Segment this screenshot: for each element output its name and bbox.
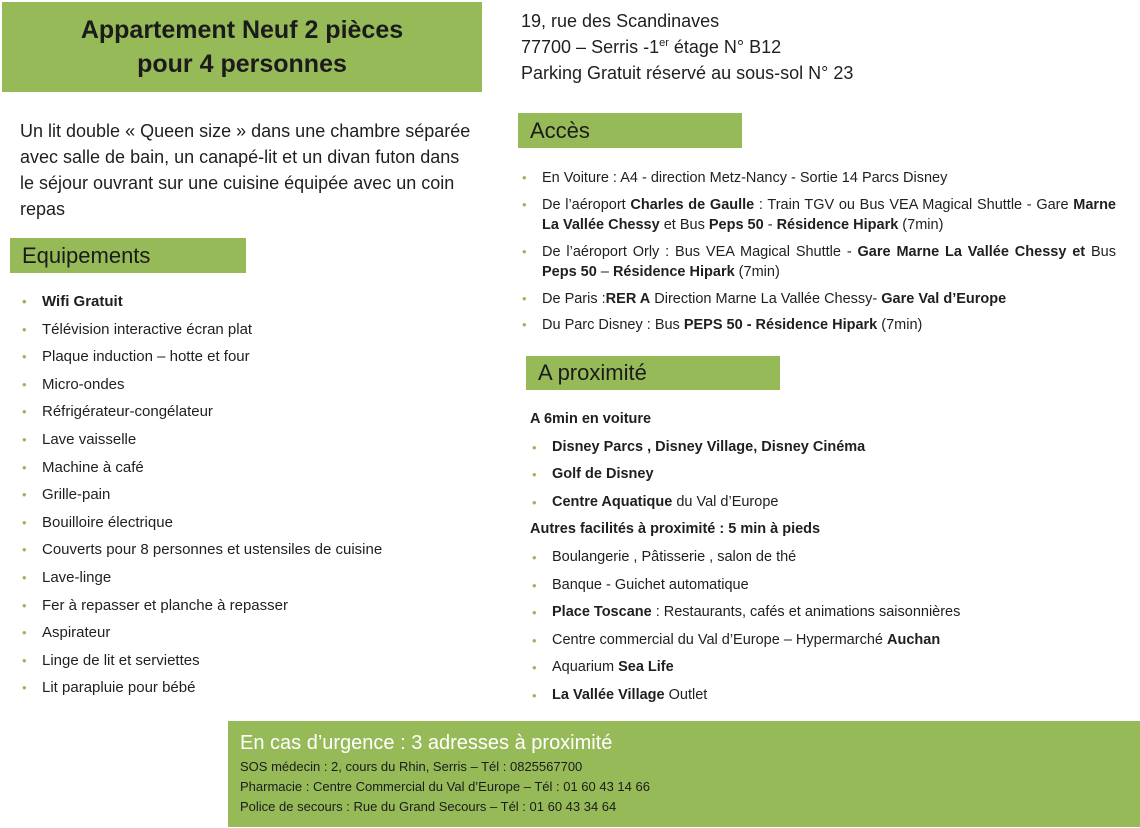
- text-run: (7min): [898, 217, 944, 233]
- address-line-2-pre: 77700 – Serris -1: [521, 37, 660, 57]
- acces-voiture-text: En Voiture : A4 - direction Metz-Nancy - Sortie 14 Parcs Disney: [542, 170, 948, 186]
- list-item: [530, 434, 1110, 462]
- list-item: [530, 489, 1110, 517]
- proximite-car-title: A 6min en voiture: [530, 411, 652, 427]
- list-item: [530, 572, 1110, 600]
- text-run-bold: Place Toscane: [552, 604, 652, 621]
- urgence-line-pharmacie: Pharmacie : Centre Commercial du Val d’Europe – Tél : 01 60 43 14 66: [240, 779, 650, 794]
- text-run-bold: Peps 50: [708, 217, 764, 233]
- title-line-2: pour 4 personnes: [137, 50, 347, 78]
- acces-list: [520, 168, 1116, 342]
- list-item: [530, 599, 1110, 627]
- text-run: (7min): [734, 264, 780, 280]
- text-run: et Bus: [659, 217, 709, 233]
- list-item: • Bouilloire électrique: [20, 509, 382, 537]
- list-item: • Aspirateur: [20, 619, 382, 647]
- list-item: [530, 682, 1110, 710]
- text-run-bold: Gare Val d’Europe: [881, 290, 1007, 307]
- list-item: • Télévision interactive écran plat: [20, 316, 382, 344]
- text-run-bold: Peps 50: [542, 264, 597, 280]
- text-run: (7min): [877, 317, 923, 333]
- text-run: -: [763, 217, 777, 233]
- text-run: De l’aéroport: [542, 196, 631, 213]
- address-line-2-post: étage N° B12: [668, 37, 782, 57]
- text-run: Bus: [1085, 243, 1116, 260]
- address-line-3: Parking Gratuit réservé au sous-sol N° 23: [521, 63, 854, 83]
- list-item: • Lave vaisselle: [20, 426, 382, 454]
- urgence-line-police: Police de secours : Rue du Grand Secours – Tél : 01 60 43 34 64: [240, 799, 617, 814]
- text-run-bold: La Vallée Village: [552, 686, 665, 703]
- list-item: [530, 461, 1110, 489]
- equipements-list: [20, 288, 382, 702]
- title-line-1: Appartement Neuf 2 pièces: [80, 16, 404, 44]
- intro-text: Un lit double « Queen size » dans une chambre séparée avec salle de bain, un canapé-lit et un divan futon dans le séjour ouvrant sur une cuisine équipée avec un coin repas: [20, 121, 471, 219]
- text-run-bold: Marne La Vallée Chessy: [542, 196, 1116, 233]
- text-run-bold: RER A: [605, 290, 651, 307]
- text-run-bold: Centre Aquatique: [552, 493, 673, 510]
- text-run-bold: Résidence Hipark: [612, 264, 735, 280]
- acces-heading: [518, 113, 742, 148]
- list-item: • Fer à repasser et planche à repasser: [20, 592, 382, 620]
- text-run: –: [596, 264, 613, 280]
- text-run-bold: Disney Parcs , Disney Village, Disney Cinéma: [552, 438, 866, 455]
- list-item: • Micro-ondes: [20, 371, 382, 399]
- list-item: • Wifi Gratuit: [20, 288, 382, 316]
- text-run: Outlet: [664, 686, 708, 703]
- acces-item-disney: [520, 315, 1116, 336]
- text-run: du Val d’Europe: [672, 493, 779, 510]
- proximite-list: [530, 406, 1110, 710]
- urgence-title: En cas d’urgence : 3 adresses à proximité: [240, 732, 613, 754]
- acces-item-orly: [520, 242, 1116, 283]
- text-run: Boulangerie , Pâtisserie , salon de thé: [552, 548, 797, 565]
- text-run-bold: Charles de Gaulle: [630, 196, 755, 213]
- list-item: • Couverts pour 8 personnes et ustensiles de cuisine: [20, 536, 382, 564]
- list-item: • Linge de lit et serviettes: [20, 647, 382, 675]
- acces-item-voiture: [520, 168, 1116, 189]
- list-item: [530, 654, 1110, 682]
- list-item: • Lave-linge: [20, 564, 382, 592]
- text-run: Aquarium: [552, 659, 619, 676]
- title-box: [2, 2, 482, 92]
- text-run-bold: Golf de Disney: [552, 466, 654, 483]
- list-item: • Lit parapluie pour bébé: [20, 674, 382, 702]
- address-line-1: 19, rue des Scandinaves: [521, 11, 720, 31]
- list-item: [530, 544, 1110, 572]
- address-line-2: [521, 34, 853, 60]
- list-item: • Grille-pain: [20, 481, 382, 509]
- text-run: Du Parc Disney : Bus: [542, 317, 684, 333]
- text-run-bold: PEPS 50 - Résidence Hipark: [683, 317, 878, 333]
- text-run: : Restaurants, cafés et animations saisonnières: [651, 604, 961, 621]
- text-run: De Paris :: [542, 290, 606, 307]
- proximite-heading-label: A proximité: [538, 360, 647, 385]
- proximite-walk-title: Autres facilités à proximité : 5 min à pieds: [530, 521, 821, 538]
- list-item: • Plaque induction – hotte et four: [20, 343, 382, 371]
- text-run: De l’aéroport Orly : Bus VEA Magical Shuttle -: [542, 243, 858, 260]
- equipements-heading: [10, 238, 246, 273]
- text-run: Direction Marne La Vallée Chessy-: [650, 290, 882, 307]
- acces-heading-label: Accès: [530, 117, 590, 143]
- list-item: • Réfrigérateur-congélateur: [20, 398, 382, 426]
- acces-item-paris: [520, 289, 1116, 310]
- urgence-box: [228, 721, 1140, 827]
- equipements-heading-label: Equipements: [22, 242, 151, 268]
- list-item: • Machine à café: [20, 454, 382, 482]
- urgence-line-sos: SOS médecin : 2, cours du Rhin, Serris – Tél : 0825567700: [240, 759, 583, 774]
- text-run: Banque - Guichet automatique: [552, 576, 749, 593]
- text-run-bold: Auchan: [887, 631, 941, 648]
- list-item: [530, 627, 1110, 655]
- text-run-bold: Sea Life: [618, 659, 674, 676]
- address-block: [521, 8, 853, 86]
- text-run: Centre commercial du Val d’Europe – Hypermarché: [552, 631, 887, 648]
- proximite-heading: [526, 356, 780, 390]
- text-run: : Train TGV ou Bus VEA Magical Shuttle - Gare: [754, 196, 1074, 213]
- text-run-bold: Gare Marne La Vallée Chessy et: [857, 243, 1086, 260]
- address-line-2-sup: er: [659, 37, 669, 49]
- text-run-bold: Résidence Hipark: [776, 217, 899, 233]
- acces-item-cdg: [520, 195, 1116, 236]
